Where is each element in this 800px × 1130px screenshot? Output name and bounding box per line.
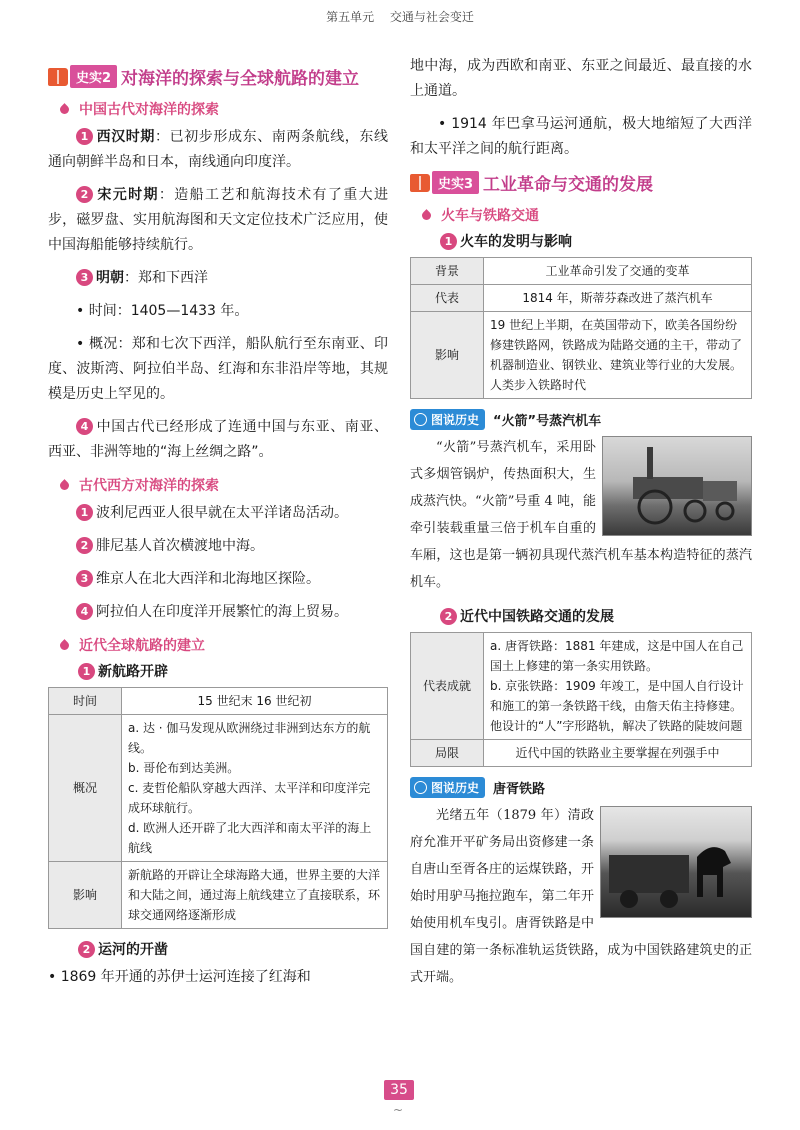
new-routes-table [48,687,388,929]
locomotive-illustration [603,437,751,535]
left-column [48,58,388,998]
china-railway-table [410,632,752,767]
table-row [411,740,752,767]
number-3-icon: 3 [76,570,93,587]
section-title: 对海洋的探索与全球航路的建立 [121,69,360,89]
horse-cart-illustration [601,807,751,917]
page-number: 35 [384,1080,414,1100]
tangxu-railway-photo [600,806,752,918]
number-4-icon: 4 [76,603,93,620]
table-cell: a. 唐胥铁路：1881 年建成，这是中国人在自己国土上修建的第一条实用铁路。 b. 京张铁路：1909 年竣工，是中国人自行设计和施工的第一条铁路干线，由詹天佑主持修建。他设计的“人”字形路轨，解决了铁路的陡坡问题 [484,633,752,740]
rocket-locomotive-photo [602,436,752,536]
heading-train-invention: 1 火车的发明与影响 [440,231,752,251]
table-header-cell: 概况 [49,715,122,862]
table-header-cell: 影响 [49,862,122,929]
table-row [49,715,388,862]
tangxu-text: 光绪五年（1879 年）清政府允准开平矿务局出资修建一条自唐山至胥各庄的运煤铁路，开始时用驴马拖拉跑车，第二年开始使用机车曳引。唐胥铁路是中国自建的第一条标准轨运货铁路，成为中国铁路建筑史的正式开端。 [410,808,752,985]
table-cell: 19 世纪上半期，在英国带动下，欧美各国纷纷修建铁路网，铁路成为陆路交通的主干，带动了机器制造业、钢铁业、建筑业等行业的大发展。人类步入铁路时代 [484,312,752,399]
rocket-text: “火箭”号蒸汽机车，采用卧式多烟管锅炉，传热面积大，生成蒸汽快。“火箭”号重 4 吨，能牵引装载重量三倍于机车自重的车厢，这也是第一辆初具现代蒸汽机车基本构造特征的蒸汽机车。 [410,440,752,590]
table-cell: 工业革命引发了交通的变革 [484,258,752,285]
table-cell: 近代中国的铁路业主要掌握在列强手中 [484,740,752,767]
section-heading-3 [410,170,752,195]
section-title: 工业革命与交通的发展 [483,175,654,195]
circle-icon [414,413,427,426]
para-west-3: 3 维京人在北大西洋和北海地区探险。 [48,567,388,592]
unit-title: 交通与社会变迁 [389,10,474,24]
table-row [49,862,388,929]
illustrated-history-tangxu [410,777,752,798]
para-ming-overview: • 概况：郑和七次下西洋，船队航行至东南亚、印度、波斯湾、阿拉伯半岛、红海和东非沿岸等地，其规模是历史上罕见的。 [48,336,388,402]
para-suez-cont: 地中海，成为西欧和南亚、东亚之间最近、最直接的水上通道。 [410,58,752,99]
table-cell: 1814 年，斯蒂芬森改进了蒸汽机车 [484,285,752,312]
table-row [49,688,388,715]
number-2-icon: 2 [440,608,457,625]
table-row [411,285,752,312]
para-west-4: 4 阿拉伯人在印度洋开展繁忙的海上贸易。 [48,600,388,625]
illustrated-history-badge: 图说历史 [410,409,485,430]
number-4-icon: 4 [76,418,93,435]
para-panama: • 1914 年巴拿马运河通航，极大地缩短了大西洋和太平洋之间的航行距离。 [410,116,752,157]
heading-canals: 2 运河的开凿 [78,939,388,959]
para-xihan: 1 西汉时期：已初步形成东、南两条航线，东线通向朝鲜半岛和日本，南线通向印度洋。 [48,129,388,170]
illustrated-history-badge: 图说历史 [410,777,485,798]
para-suez: • 1869 年开通的苏伊士运河连接了红海和 [48,969,311,985]
table-header-cell: 局限 [411,740,484,767]
leaf-bullet-icon [58,103,71,116]
leaf-bullet-icon [58,639,71,652]
section-heading-2 [48,64,388,89]
page-header [0,8,800,25]
book-icon [48,68,68,86]
rocket-story [410,434,752,596]
number-2-icon: 2 [78,941,95,958]
bird-logo-icon: ~ [393,1103,404,1117]
table-header-cell: 代表成就 [411,633,484,740]
unit-label: 第五单元 [326,10,375,24]
number-2-icon: 2 [76,537,93,554]
number-1-icon: 1 [440,233,457,250]
tangxu-story [410,802,752,991]
table-header-cell: 影响 [411,312,484,399]
leaf-bullet-icon [420,209,433,222]
illustrated-history-rocket [410,409,752,430]
para-west-2: 2 腓尼基人首次横渡地中海。 [48,534,388,559]
illustration-title: 唐胥铁路 [493,782,546,797]
table-cell: 15 世纪末 16 世纪初 [122,688,388,715]
number-1-icon: 1 [78,663,95,680]
para-ming-time: • 时间：1405—1433 年。 [76,303,249,319]
book-icon [410,174,430,192]
heading-new-routes: 1 新航路开辟 [78,661,388,681]
heading-china-railway: 2 近代中国铁路交通的发展 [440,606,752,626]
table-row [411,633,752,740]
leaf-bullet-icon [58,479,71,492]
subheading-ancient-china: 中国古代对海洋的探索 [60,99,388,119]
number-1-icon: 1 [76,128,93,145]
table-header-cell: 时间 [49,688,122,715]
para-silk-road: 4 中国古代已经形成了连通中国与东亚、南亚、西亚、非洲等地的“海上丝绸之路”。 [48,419,388,460]
number-1-icon: 1 [76,504,93,521]
para-songyuan: 2 宋元时期：造船工艺和航海技术有了重大进步，磁罗盘、实用航海图和天文定位技术广泛应用，使中国海船能够持续航行。 [48,187,389,253]
table-cell: a. 达 · 伽马发现从欧洲绕过非洲到达东方的航线。 b. 哥伦布到达美洲。 c. 麦哲伦船队穿越大西洋、太平洋和印度洋完成环球航行。 d. 欧洲人还开辟了北大西洋和南太平洋的海上航线 [122,715,388,862]
para-west-1: 1 波利尼西亚人很早就在太平洋诸岛活动。 [48,501,388,526]
illustration-title: “火箭”号蒸汽机车 [493,414,602,429]
table-row [411,312,752,399]
circle-icon [414,781,427,794]
section-tag: 史实2 [70,65,117,88]
subheading-ancient-west: 古代西方对海洋的探索 [60,475,388,495]
table-header-cell: 代表 [411,285,484,312]
table-header-cell: 背景 [411,258,484,285]
right-column [410,54,752,991]
number-2-icon: 2 [76,186,93,203]
number-3-icon: 3 [76,269,93,286]
table-row [411,258,752,285]
table-cell: 新航路的开辟让全球海路大通，世界主要的大洋和大陆之间，通过海上航线建立了直接联系，环球交通网络逐渐形成 [122,862,388,929]
para-ming: 3 明朝：郑和下西洋 [48,266,388,291]
subheading-railway: 火车与铁路交通 [422,205,752,225]
section-tag: 史实3 [432,171,479,194]
train-table [410,257,752,399]
subheading-modern-routes: 近代全球航路的建立 [60,635,388,655]
